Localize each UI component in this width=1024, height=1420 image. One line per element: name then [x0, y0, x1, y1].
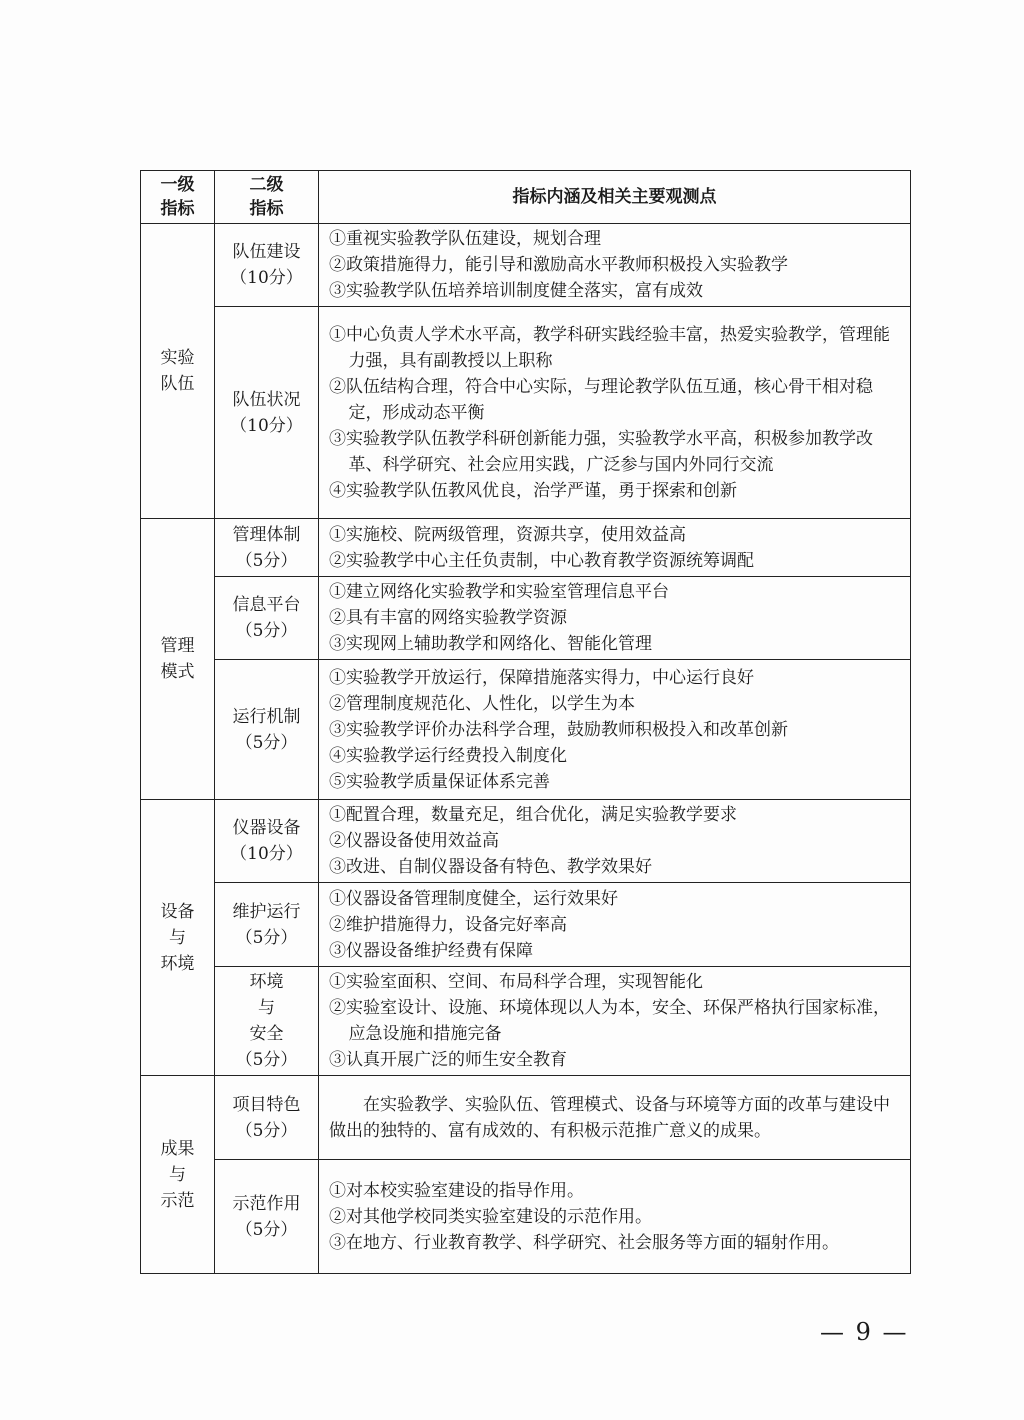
table-row	[141, 1160, 911, 1274]
page-number: — 9 —	[820, 1318, 909, 1346]
points-info-platform: ①建立网络化实验教学和实验室管理信息平台 ②具有丰富的网络实验教学资源 ③实现网上辅助教学和网络化、智能化管理	[319, 577, 911, 660]
header-level1: 一级 指标	[141, 171, 215, 224]
level2-team-building: 队伍建设 （10分）	[215, 224, 319, 307]
table-row	[141, 577, 911, 660]
level2-operation-mechanism: 运行机制 （5分）	[215, 660, 319, 800]
table-row	[141, 224, 911, 307]
table-row	[141, 967, 911, 1076]
points-environment-safety: ①实验室面积、空间、布局科学合理，实现智能化 ②实验室设计、设施、环境体现以人为本，安全、环保严格执行国家标准，应急设施和措施完备 ③认真开展广泛的师生安全教育	[319, 967, 911, 1076]
level1-team: 实验 队伍	[141, 224, 215, 519]
evaluation-table	[140, 170, 911, 1274]
level2-info-platform: 信息平台 （5分）	[215, 577, 319, 660]
level2-management-system: 管理体制 （5分）	[215, 519, 319, 577]
table-header-row	[141, 171, 911, 224]
points-team-building: ①重视实验教学队伍建设，规划合理 ②政策措施得力，能引导和激励高水平教师积极投入实验教学 ③实验教学队伍培养培训制度健全落实，富有成效	[319, 224, 911, 307]
level1-equipment: 设备 与 环境	[141, 800, 215, 1076]
points-demonstration: ①对本校实验室建设的指导作用。 ②对其他学校同类实验室建设的示范作用。 ③在地方、行业教育教学、科学研究、社会服务等方面的辐射作用。	[319, 1160, 911, 1274]
points-operation-mechanism: ①实验教学开放运行，保障措施落实得力，中心运行良好 ②管理制度规范化、人性化，以学生为本 ③实验教学评价办法科学合理，鼓励教师积极投入和改革创新 ④实验教学运行经费投入制度化 ⑤实验教学质量保证体系完善	[319, 660, 911, 800]
header-level2: 二级 指标	[215, 171, 319, 224]
table-row	[141, 660, 911, 800]
header-content: 指标内涵及相关主要观测点	[319, 171, 911, 224]
table-row	[141, 519, 911, 577]
points-instruments: ①配置合理，数量充足，组合优化，满足实验教学要求 ②仪器设备使用效益高 ③改进、自制仪器设备有特色、教学效果好	[319, 800, 911, 883]
points-project-features: 在实验教学、实验队伍、管理模式、设备与环境等方面的改革与建设中做出的独特的、富有成效的、有积极示范推广意义的成果。	[319, 1076, 911, 1160]
table-row	[141, 883, 911, 967]
level2-demonstration: 示范作用 （5分）	[215, 1160, 319, 1274]
level2-maintenance: 维护运行 （5分）	[215, 883, 319, 967]
table-row	[141, 307, 911, 519]
level2-environment-safety: 环境 与 安全 （5分）	[215, 967, 319, 1076]
level2-instruments: 仪器设备 （10分）	[215, 800, 319, 883]
table-row	[141, 1076, 911, 1160]
level1-achievements: 成果 与 示范	[141, 1076, 215, 1274]
points-maintenance: ①仪器设备管理制度健全，运行效果好 ②维护措施得力，设备完好率高 ③仪器设备维护经费有保障	[319, 883, 911, 967]
level2-project-features: 项目特色 （5分）	[215, 1076, 319, 1160]
points-management-system: ①实施校、院两级管理，资源共享，使用效益高 ②实验教学中心主任负责制，中心教育教学资源统筹调配	[319, 519, 911, 577]
level1-management: 管理 模式	[141, 519, 215, 800]
table-row	[141, 800, 911, 883]
level2-team-status: 队伍状况 （10分）	[215, 307, 319, 519]
points-team-status: ①中心负责人学术水平高，教学科研实践经验丰富，热爱实验教学，管理能力强，具有副教授以上职称 ②队伍结构合理，符合中心实际，与理论教学队伍互通，核心骨干相对稳定，形成动态平衡 ③实验教学队伍教学科研创新能力强，实验教学水平高，积极参加教学改革、科学研究、社会应用实践，广泛参与国内外同行交流 ④实验教学队伍教风优良，治学严谨，勇于探索和创新	[319, 307, 911, 519]
